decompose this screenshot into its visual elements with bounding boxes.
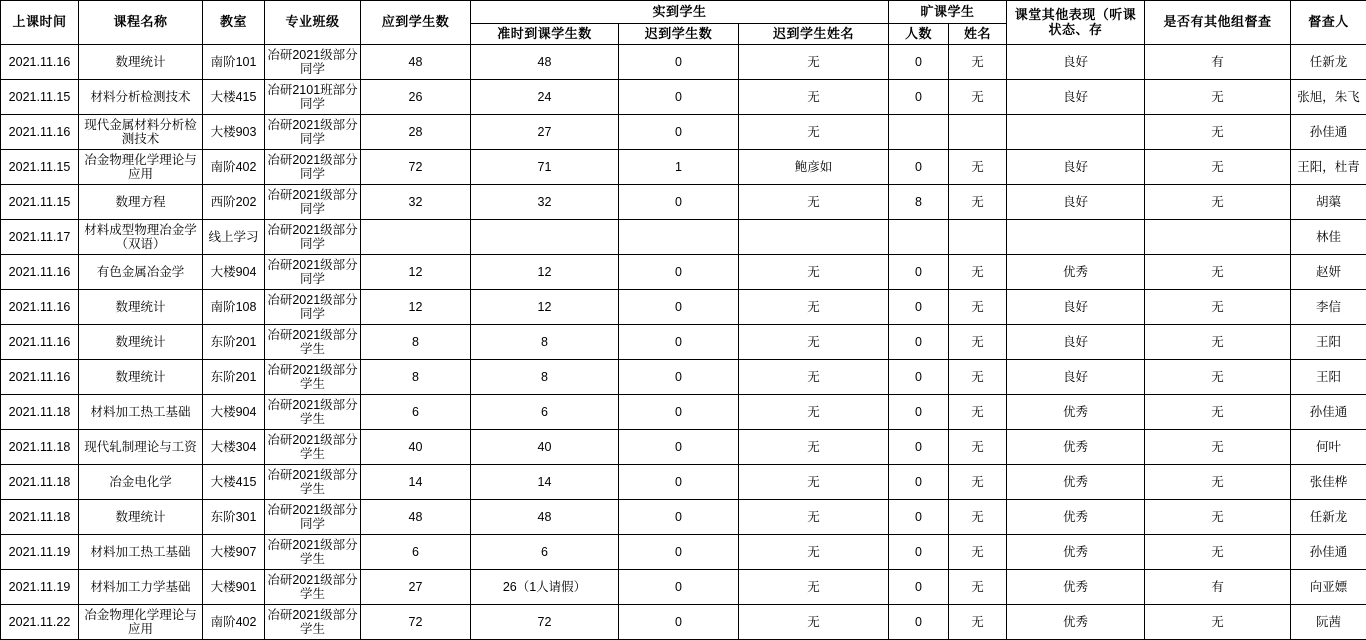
table-row: [1, 115, 1366, 150]
cell-major-class: 冶研2021级部分学生: [265, 325, 361, 360]
cell-absent-names: 无: [949, 535, 1007, 570]
cell-course-name: 材料成型物理冶金学（双语）: [79, 220, 203, 255]
cell-on-time-students: [471, 220, 619, 255]
cell-on-time-students: 14: [471, 465, 619, 500]
cell-classroom: 大楼901: [203, 570, 265, 605]
cell-class-performance: 优秀: [1007, 535, 1145, 570]
cell-class-performance: [1007, 220, 1145, 255]
cell-on-time-students: 26（1人请假）: [471, 570, 619, 605]
cell-expected-students: 32: [361, 185, 471, 220]
header-other-group-supervision: 是否有其他组督查: [1145, 1, 1291, 45]
cell-other-group-supervision: 无: [1145, 150, 1291, 185]
cell-course-name: 材料分析检测技术: [79, 80, 203, 115]
cell-absent-count: 0: [889, 150, 949, 185]
cell-expected-students: 14: [361, 465, 471, 500]
cell-class-time: 2021.11.18: [1, 500, 79, 535]
cell-on-time-students: 48: [471, 45, 619, 80]
cell-major-class: 冶研2021级部分同学: [265, 115, 361, 150]
header-class-performance: 课堂其他表现（听课状态、存: [1007, 1, 1145, 45]
cell-on-time-students: 27: [471, 115, 619, 150]
cell-absent-names: 无: [949, 605, 1007, 640]
cell-absent-count: 0: [889, 535, 949, 570]
cell-other-group-supervision: 无: [1145, 465, 1291, 500]
cell-absent-count: 0: [889, 255, 949, 290]
cell-on-time-students: 8: [471, 325, 619, 360]
cell-class-time: 2021.11.15: [1, 80, 79, 115]
table-row: [1, 325, 1366, 360]
cell-other-group-supervision: 无: [1145, 535, 1291, 570]
cell-classroom: 大楼904: [203, 395, 265, 430]
header-absent-students-group: 旷课学生: [889, 1, 1007, 24]
cell-on-time-students: 72: [471, 605, 619, 640]
cell-absent-names: 无: [949, 325, 1007, 360]
cell-late-names: 鲍彦如: [739, 150, 889, 185]
header-major-class: 专业班级: [265, 1, 361, 45]
cell-late-count: 0: [619, 570, 739, 605]
cell-other-group-supervision: 无: [1145, 395, 1291, 430]
cell-class-time: 2021.11.19: [1, 570, 79, 605]
cell-supervisor: 张佳桦: [1291, 465, 1366, 500]
cell-late-count: 0: [619, 360, 739, 395]
cell-class-time: 2021.11.15: [1, 185, 79, 220]
cell-late-names: 无: [739, 465, 889, 500]
cell-absent-names: 无: [949, 570, 1007, 605]
cell-absent-names: 无: [949, 80, 1007, 115]
cell-late-count: 0: [619, 115, 739, 150]
cell-expected-students: 26: [361, 80, 471, 115]
cell-course-name: 冶金电化学: [79, 465, 203, 500]
cell-absent-names: 无: [949, 465, 1007, 500]
cell-absent-count: 0: [889, 80, 949, 115]
cell-supervisor: 王阳，杜青: [1291, 150, 1366, 185]
cell-class-performance: 良好: [1007, 150, 1145, 185]
cell-class-performance: 良好: [1007, 360, 1145, 395]
cell-expected-students: [361, 220, 471, 255]
cell-major-class: 冶研2101班部分同学: [265, 80, 361, 115]
header-expected-students: 应到学生数: [361, 1, 471, 45]
cell-class-time: 2021.11.18: [1, 430, 79, 465]
cell-late-names: 无: [739, 535, 889, 570]
cell-expected-students: 72: [361, 605, 471, 640]
cell-late-names: 无: [739, 255, 889, 290]
cell-course-name: 数理统计: [79, 325, 203, 360]
cell-course-name: 数理统计: [79, 500, 203, 535]
header-late-names: 迟到学生姓名: [739, 24, 889, 45]
cell-supervisor: 孙佳通: [1291, 115, 1366, 150]
cell-class-time: 2021.11.18: [1, 465, 79, 500]
cell-course-name: 现代金属材料分析检测技术: [79, 115, 203, 150]
table-row: [1, 220, 1366, 255]
cell-absent-count: 0: [889, 570, 949, 605]
cell-on-time-students: 71: [471, 150, 619, 185]
cell-late-names: 无: [739, 605, 889, 640]
cell-late-count: 0: [619, 255, 739, 290]
cell-other-group-supervision: 无: [1145, 80, 1291, 115]
cell-major-class: 冶研2021级部分学生: [265, 430, 361, 465]
cell-supervisor: 林佳: [1291, 220, 1366, 255]
table-row: [1, 290, 1366, 325]
cell-absent-count: [889, 220, 949, 255]
cell-late-names: 无: [739, 325, 889, 360]
cell-classroom: 西阶202: [203, 185, 265, 220]
header-course-name: 课程名称: [79, 1, 203, 45]
cell-course-name: 材料加工热工基础: [79, 535, 203, 570]
cell-on-time-students: 48: [471, 500, 619, 535]
cell-major-class: 冶研2021级部分学生: [265, 570, 361, 605]
cell-expected-students: 8: [361, 325, 471, 360]
cell-late-count: 0: [619, 45, 739, 80]
cell-absent-names: 无: [949, 395, 1007, 430]
cell-course-name: 数理统计: [79, 45, 203, 80]
table-row: [1, 535, 1366, 570]
cell-major-class: 冶研2021级部分同学: [265, 255, 361, 290]
cell-course-name: 有色金属冶金学: [79, 255, 203, 290]
cell-class-performance: 优秀: [1007, 465, 1145, 500]
cell-late-names: 无: [739, 45, 889, 80]
header-classroom: 教室: [203, 1, 265, 45]
cell-other-group-supervision: 有: [1145, 45, 1291, 80]
table-row: [1, 80, 1366, 115]
cell-classroom: 大楼907: [203, 535, 265, 570]
cell-absent-count: 0: [889, 430, 949, 465]
table-row: [1, 430, 1366, 465]
cell-supervisor: 何叶: [1291, 430, 1366, 465]
cell-other-group-supervision: 无: [1145, 605, 1291, 640]
cell-on-time-students: 12: [471, 290, 619, 325]
cell-course-name: 材料加工力学基础: [79, 570, 203, 605]
cell-class-performance: 优秀: [1007, 395, 1145, 430]
cell-course-name: 冶金物理化学理论与应用: [79, 605, 203, 640]
cell-absent-count: 0: [889, 325, 949, 360]
cell-classroom: 南阶402: [203, 605, 265, 640]
header-actual-students-group: 实到学生: [471, 1, 889, 24]
cell-absent-names: 无: [949, 150, 1007, 185]
cell-class-performance: 良好: [1007, 290, 1145, 325]
cell-late-count: 0: [619, 395, 739, 430]
header-late-count: 迟到学生数: [619, 24, 739, 45]
table-body: [1, 45, 1366, 640]
cell-class-time: 2021.11.16: [1, 45, 79, 80]
table-row: [1, 150, 1366, 185]
cell-class-time: 2021.11.16: [1, 325, 79, 360]
cell-absent-count: 0: [889, 500, 949, 535]
cell-major-class: 冶研2021级部分学生: [265, 465, 361, 500]
table-row: [1, 255, 1366, 290]
cell-major-class: 冶研2021级部分同学: [265, 220, 361, 255]
cell-late-names: 无: [739, 290, 889, 325]
cell-classroom: 南阶402: [203, 150, 265, 185]
cell-absent-count: 0: [889, 465, 949, 500]
header-absent-count: 人数: [889, 24, 949, 45]
table-row: [1, 465, 1366, 500]
cell-expected-students: 8: [361, 360, 471, 395]
cell-supervisor: 孙佳通: [1291, 535, 1366, 570]
cell-late-names: 无: [739, 185, 889, 220]
cell-expected-students: 28: [361, 115, 471, 150]
cell-late-names: 无: [739, 80, 889, 115]
cell-other-group-supervision: 无: [1145, 290, 1291, 325]
cell-absent-names: 无: [949, 45, 1007, 80]
cell-course-name: 数理方程: [79, 185, 203, 220]
cell-other-group-supervision: 无: [1145, 360, 1291, 395]
cell-absent-names: [949, 220, 1007, 255]
table-header: [1, 1, 1366, 45]
cell-other-group-supervision: [1145, 220, 1291, 255]
cell-other-group-supervision: 无: [1145, 255, 1291, 290]
cell-class-time: 2021.11.15: [1, 150, 79, 185]
cell-class-performance: 良好: [1007, 325, 1145, 360]
table-row: [1, 570, 1366, 605]
cell-class-time: 2021.11.17: [1, 220, 79, 255]
cell-class-time: 2021.11.22: [1, 605, 79, 640]
cell-supervisor: 阮茜: [1291, 605, 1366, 640]
cell-class-performance: 优秀: [1007, 570, 1145, 605]
cell-expected-students: 48: [361, 500, 471, 535]
cell-supervisor: 赵妍: [1291, 255, 1366, 290]
cell-course-name: 现代轧制理论与工资: [79, 430, 203, 465]
cell-class-time: 2021.11.16: [1, 115, 79, 150]
cell-late-names: 无: [739, 395, 889, 430]
cell-classroom: 东阶301: [203, 500, 265, 535]
cell-absent-names: 无: [949, 255, 1007, 290]
cell-supervisor: 孙佳通: [1291, 395, 1366, 430]
cell-late-count: 0: [619, 465, 739, 500]
cell-other-group-supervision: 无: [1145, 115, 1291, 150]
cell-on-time-students: 6: [471, 395, 619, 430]
cell-late-count: 0: [619, 80, 739, 115]
cell-classroom: 大楼415: [203, 465, 265, 500]
cell-absent-names: 无: [949, 430, 1007, 465]
cell-class-performance: 优秀: [1007, 605, 1145, 640]
cell-absent-count: [889, 115, 949, 150]
cell-expected-students: 12: [361, 290, 471, 325]
cell-course-name: 数理统计: [79, 360, 203, 395]
cell-classroom: 大楼304: [203, 430, 265, 465]
cell-classroom: 线上学习: [203, 220, 265, 255]
cell-late-count: 1: [619, 150, 739, 185]
cell-late-count: 0: [619, 605, 739, 640]
cell-major-class: 冶研2021级部分学生: [265, 395, 361, 430]
cell-late-count: 0: [619, 430, 739, 465]
table-row: [1, 605, 1366, 640]
cell-classroom: 大楼904: [203, 255, 265, 290]
cell-other-group-supervision: 无: [1145, 430, 1291, 465]
cell-absent-count: 0: [889, 290, 949, 325]
cell-major-class: 冶研2021级部分同学: [265, 290, 361, 325]
cell-late-count: 0: [619, 290, 739, 325]
cell-absent-names: 无: [949, 360, 1007, 395]
cell-classroom: 南阶101: [203, 45, 265, 80]
cell-expected-students: 27: [361, 570, 471, 605]
cell-class-time: 2021.11.19: [1, 535, 79, 570]
cell-major-class: 冶研2021级部分学生: [265, 605, 361, 640]
header-absent-names: 姓名: [949, 24, 1007, 45]
cell-on-time-students: 12: [471, 255, 619, 290]
table-row: [1, 500, 1366, 535]
cell-supervisor: 王阳: [1291, 325, 1366, 360]
cell-class-performance: [1007, 115, 1145, 150]
cell-absent-count: 0: [889, 605, 949, 640]
cell-class-time: 2021.11.16: [1, 290, 79, 325]
cell-major-class: 冶研2021级部分同学: [265, 45, 361, 80]
cell-classroom: 东阶201: [203, 325, 265, 360]
cell-late-count: 0: [619, 325, 739, 360]
cell-major-class: 冶研2021级部分同学: [265, 185, 361, 220]
cell-class-time: 2021.11.16: [1, 255, 79, 290]
cell-class-performance: 优秀: [1007, 500, 1145, 535]
cell-expected-students: 40: [361, 430, 471, 465]
cell-course-name: 数理统计: [79, 290, 203, 325]
header-class-time: 上课时间: [1, 1, 79, 45]
cell-class-performance: 优秀: [1007, 255, 1145, 290]
cell-absent-count: 8: [889, 185, 949, 220]
cell-major-class: 冶研2021级部分学生: [265, 360, 361, 395]
cell-supervisor: 张旭，朱飞: [1291, 80, 1366, 115]
cell-on-time-students: 6: [471, 535, 619, 570]
cell-late-names: 无: [739, 500, 889, 535]
table-row: [1, 185, 1366, 220]
cell-class-time: 2021.11.18: [1, 395, 79, 430]
cell-expected-students: 72: [361, 150, 471, 185]
cell-on-time-students: 40: [471, 430, 619, 465]
cell-class-performance: 良好: [1007, 185, 1145, 220]
cell-other-group-supervision: 有: [1145, 570, 1291, 605]
cell-absent-count: 0: [889, 45, 949, 80]
cell-on-time-students: 8: [471, 360, 619, 395]
cell-other-group-supervision: 无: [1145, 500, 1291, 535]
cell-supervisor: 任新龙: [1291, 500, 1366, 535]
cell-course-name: 冶金物理化学理论与应用: [79, 150, 203, 185]
table-row: [1, 395, 1366, 430]
cell-class-performance: 优秀: [1007, 430, 1145, 465]
cell-absent-count: 0: [889, 395, 949, 430]
cell-late-names: 无: [739, 430, 889, 465]
cell-classroom: 大楼415: [203, 80, 265, 115]
table-row: [1, 45, 1366, 80]
header-supervisor: 督查人: [1291, 1, 1366, 45]
cell-absent-count: 0: [889, 360, 949, 395]
cell-late-count: 0: [619, 500, 739, 535]
cell-on-time-students: 24: [471, 80, 619, 115]
cell-absent-names: 无: [949, 185, 1007, 220]
cell-supervisor: 王阳: [1291, 360, 1366, 395]
cell-expected-students: 12: [361, 255, 471, 290]
cell-late-names: 无: [739, 570, 889, 605]
cell-late-count: 0: [619, 185, 739, 220]
cell-other-group-supervision: 无: [1145, 185, 1291, 220]
cell-supervisor: 胡蕖: [1291, 185, 1366, 220]
cell-absent-names: 无: [949, 290, 1007, 325]
cell-late-names: 无: [739, 115, 889, 150]
cell-supervisor: 向亚嫖: [1291, 570, 1366, 605]
cell-major-class: 冶研2021级部分同学: [265, 500, 361, 535]
cell-on-time-students: 32: [471, 185, 619, 220]
cell-classroom: 南阶108: [203, 290, 265, 325]
header-on-time-students: 准时到课学生数: [471, 24, 619, 45]
cell-major-class: 冶研2021级部分学生: [265, 535, 361, 570]
cell-late-names: 无: [739, 360, 889, 395]
cell-classroom: 东阶201: [203, 360, 265, 395]
cell-course-name: 材料加工热工基础: [79, 395, 203, 430]
cell-supervisor: 任新龙: [1291, 45, 1366, 80]
cell-expected-students: 6: [361, 535, 471, 570]
cell-late-count: [619, 220, 739, 255]
cell-supervisor: 李信: [1291, 290, 1366, 325]
cell-expected-students: 48: [361, 45, 471, 80]
cell-classroom: 大楼903: [203, 115, 265, 150]
cell-absent-names: [949, 115, 1007, 150]
cell-class-performance: 良好: [1007, 45, 1145, 80]
cell-class-performance: 良好: [1007, 80, 1145, 115]
cell-class-time: 2021.11.16: [1, 360, 79, 395]
table-row: [1, 360, 1366, 395]
cell-absent-names: 无: [949, 500, 1007, 535]
cell-late-names: [739, 220, 889, 255]
cell-expected-students: 6: [361, 395, 471, 430]
cell-major-class: 冶研2021级部分同学: [265, 150, 361, 185]
cell-other-group-supervision: 无: [1145, 325, 1291, 360]
cell-late-count: 0: [619, 535, 739, 570]
